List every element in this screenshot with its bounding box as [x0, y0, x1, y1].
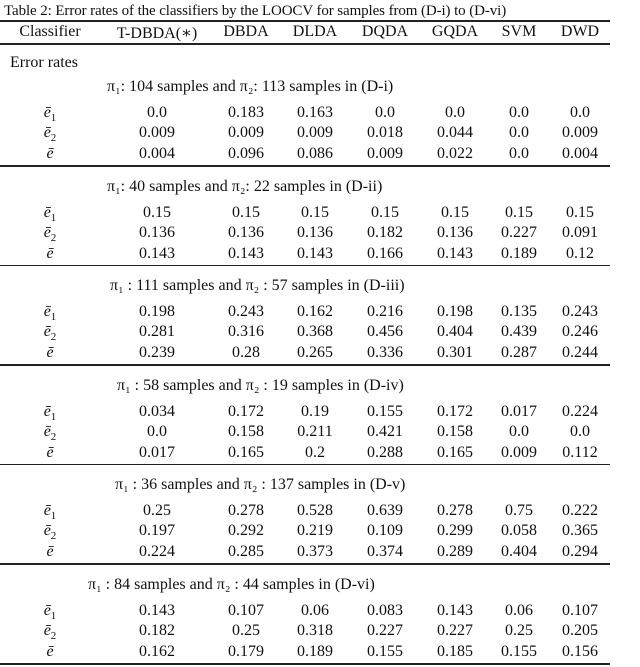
table-cell: 0.239: [139, 344, 175, 361]
row-label: [46, 245, 53, 265]
row-label: [44, 224, 57, 244]
table-cell: 0.216: [367, 303, 403, 320]
table-cell: 0.528: [297, 502, 333, 519]
table-cell: 0.265: [297, 344, 333, 361]
table-cell: 0.639: [367, 502, 403, 519]
table-cell: 0.009: [297, 124, 333, 141]
column-header: GQDA: [431, 23, 479, 40]
table-cell: 0.227: [367, 621, 403, 639]
table-cell: 0.165: [437, 443, 473, 461]
section-heading: π₁ : 111 samples and π₂ : 57 samples in (D-iii): [110, 277, 405, 294]
section-rule: [0, 663, 610, 665]
row-label-subscript: 2: [50, 132, 57, 145]
row-label-symbol: ē: [43, 303, 51, 320]
table-cell: 0.158: [228, 422, 264, 440]
table-cell: 0.227: [501, 223, 537, 241]
row-label: [46, 643, 53, 663]
table-cell: 0.0: [509, 422, 529, 440]
table-cell: 0.004: [562, 145, 598, 162]
table-cell: 0.404: [501, 543, 537, 560]
table-cell: 0.299: [437, 522, 473, 539]
table-cell: 0.183: [228, 104, 264, 121]
section-rule: [0, 165, 610, 167]
table-cell: 0.086: [297, 145, 333, 162]
row-label-subscript: 2: [50, 430, 57, 443]
table-cell: 0.281: [139, 323, 175, 340]
table-cell: 0.198: [437, 303, 473, 320]
table-cell: 0.25: [232, 621, 260, 639]
row-label-symbol: ē: [46, 642, 54, 660]
row-label-symbol: ē: [43, 601, 51, 619]
row-label-subscript: 1: [50, 510, 57, 523]
table-cell: 0.165: [228, 443, 264, 461]
table-cell: 0.374: [367, 543, 403, 560]
table-cell: 0.018: [367, 124, 403, 141]
row-label-symbol: ē: [43, 402, 51, 420]
row-label: [44, 522, 57, 542]
table-cell: 0.189: [501, 244, 537, 262]
row-label: [44, 124, 57, 144]
table-cell: 0.28: [232, 344, 260, 361]
table-cell: 0.044: [437, 124, 473, 141]
table-cell: 0.15: [441, 203, 469, 221]
table-cell: 0.0: [509, 104, 529, 121]
table-cell: 0.301: [437, 344, 473, 361]
table-cell: 0.166: [367, 244, 403, 262]
table-cell: 0.243: [562, 303, 598, 320]
table-cell: 0.15: [143, 203, 171, 221]
table-cell: 0.162: [297, 303, 333, 320]
section-heading: π₁: 40 samples and π₂: 22 samples in (D-ii): [107, 177, 383, 195]
row-label-symbol: ē: [46, 443, 54, 461]
table-cell: 0.246: [562, 323, 598, 340]
table-cell: 0.456: [367, 323, 403, 340]
header-rule: [0, 43, 610, 45]
table-cell: 0.009: [228, 124, 264, 141]
row-label-subscript: 2: [50, 629, 57, 642]
table-cell: 0.107: [228, 601, 264, 619]
section-heading: π₁ : 58 samples and π₂ : 19 samples in (D-iv): [117, 376, 404, 394]
table-cell: 0.136: [297, 223, 333, 241]
table-cell: 0.143: [297, 244, 333, 262]
row-label: [44, 423, 57, 443]
table-caption: Table 2: Error rates of the classifiers by the LOOCV for samples from (D-i) to (D-vi): [4, 3, 507, 19]
table-cell: 0.009: [139, 124, 175, 141]
table-cell: 0.172: [228, 402, 264, 420]
table-cell: 0.0: [509, 124, 529, 141]
row-label-symbol: ē: [46, 145, 54, 162]
table-cell: 0.0: [570, 104, 590, 121]
table-cell: 0.25: [505, 621, 533, 639]
row-label: [44, 323, 57, 343]
row-label-symbol: ē: [43, 422, 51, 440]
section-heading: π₁ : 84 samples and π₂ : 44 samples in (D-vi): [88, 575, 375, 593]
table-cell: 0.136: [139, 223, 175, 241]
table-cell: 0.163: [297, 104, 333, 121]
table-cell: 0.25: [143, 502, 171, 519]
table-cell: 0.135: [501, 303, 537, 320]
table-cell: 0.182: [367, 223, 403, 241]
row-label-symbol: ē: [43, 522, 51, 539]
table-cell: 0.15: [232, 203, 260, 221]
table-cell: 0.336: [367, 344, 403, 361]
table-cell: 0.292: [228, 522, 264, 539]
table-cell: 0.244: [562, 344, 598, 361]
section-label: Error rates: [10, 54, 78, 71]
table-cell: 0.009: [501, 443, 537, 461]
table-cell: 0.156: [562, 642, 598, 660]
table-cell: 0.155: [501, 642, 537, 660]
row-label: [46, 344, 53, 364]
row-label: [46, 145, 53, 165]
table-cell: 0.224: [139, 543, 175, 560]
row-label: [46, 444, 53, 464]
table-cell: 0.0: [147, 104, 167, 121]
row-label: [44, 104, 57, 124]
table-cell: 0.404: [437, 323, 473, 340]
table-cell: 0.439: [501, 323, 537, 340]
table-cell: 0.318: [297, 621, 333, 639]
table-cell: 0.0: [570, 422, 590, 440]
table-cell: 0.172: [437, 402, 473, 420]
table-cell: 0.278: [437, 502, 473, 519]
column-header: DLDA: [292, 23, 338, 40]
row-label: [44, 403, 57, 423]
table-cell: 0.0: [147, 422, 167, 440]
table-cell: 0.022: [437, 145, 473, 162]
table-cell: 0.009: [562, 124, 598, 141]
table-cell: 0.197: [139, 522, 175, 539]
section-heading: π₁: 104 samples and π₂: 113 samples in (D-i): [107, 78, 394, 95]
row-label-symbol: ē: [46, 543, 54, 560]
table-cell: 0.0: [509, 145, 529, 162]
row-label-symbol: ē: [43, 124, 51, 141]
section-rule: [0, 364, 610, 366]
row-label-subscript: 2: [50, 231, 57, 244]
table-cell: 0.182: [139, 621, 175, 639]
table-cell: 0.096: [228, 145, 264, 162]
table-cell: 0.15: [566, 203, 594, 221]
table-cell: 0.143: [437, 601, 473, 619]
row-label-subscript: 1: [50, 609, 57, 622]
row-label-subscript: 2: [50, 331, 57, 344]
table-cell: 0.017: [139, 443, 175, 461]
table-cell: 0.219: [297, 522, 333, 539]
table-cell: 0.15: [371, 203, 399, 221]
table-cell: 0.06: [505, 601, 533, 619]
top-rule: [0, 20, 610, 22]
row-label-subscript: 1: [50, 112, 57, 125]
table-cell: 0.017: [501, 402, 537, 420]
table-cell: 0.2: [305, 443, 325, 461]
table-cell: 0.285: [228, 543, 264, 560]
row-label-subscript: 1: [50, 211, 57, 224]
table-cell: 0.288: [367, 443, 403, 461]
table-cell: 0.009: [367, 145, 403, 162]
table-cell: 0.294: [562, 543, 598, 560]
table-cell: 0.155: [367, 402, 403, 420]
table-cell: 0.162: [139, 642, 175, 660]
section-heading: π₁ : 36 samples and π₂ : 137 samples in (D-v): [115, 476, 406, 493]
table-cell: 0.034: [139, 402, 175, 420]
table-cell: 0.421: [367, 422, 403, 440]
table-cell: 0.0: [375, 104, 395, 121]
row-label-symbol: ē: [43, 203, 51, 221]
table-cell: 0.75: [505, 502, 533, 519]
row-label-symbol: ē: [43, 104, 51, 121]
column-header: T-DBDA(∗): [116, 25, 198, 42]
table-cell: 0.15: [301, 203, 329, 221]
table-cell: 0.185: [437, 642, 473, 660]
table-cell: 0.12: [566, 244, 594, 262]
row-label-subscript: 2: [50, 530, 57, 543]
table-cell: 0.365: [562, 522, 598, 539]
row-label-symbol: ē: [43, 502, 51, 519]
table-cell: 0.211: [297, 422, 333, 440]
section-rule: [0, 563, 610, 565]
table-cell: 0.243: [228, 303, 264, 320]
table-cell: 0.136: [228, 223, 264, 241]
row-label: [46, 543, 53, 563]
table-cell: 0.112: [562, 443, 598, 461]
table-cell: 0.136: [437, 223, 473, 241]
column-header: Classifier: [19, 23, 81, 40]
table-cell: 0.06: [301, 601, 329, 619]
table-cell: 0.107: [562, 601, 598, 619]
table-cell: 0.143: [228, 244, 264, 262]
column-header: DBDA: [223, 23, 269, 40]
table-cell: 0.316: [228, 323, 264, 340]
table-cell: 0.15: [505, 203, 533, 221]
table-cell: 0.222: [562, 502, 598, 519]
row-label: [44, 602, 57, 622]
table-cell: 0.004: [139, 145, 175, 162]
table-cell: 0.289: [437, 543, 473, 560]
row-label-symbol: ē: [43, 621, 51, 639]
table-cell: 0.058: [501, 522, 537, 539]
table-cell: 0.155: [367, 642, 403, 660]
table-cell: 0.189: [297, 642, 333, 660]
table-cell: 0.373: [297, 543, 333, 560]
table-cell: 0.19: [301, 402, 329, 420]
row-label: [44, 502, 57, 522]
column-header: DQDA: [361, 23, 409, 40]
column-header: DWD: [560, 23, 600, 40]
table-cell: 0.224: [562, 402, 598, 420]
section-rule: [0, 464, 610, 466]
table-cell: 0.179: [228, 642, 264, 660]
table-cell: 0.227: [437, 621, 473, 639]
row-label-symbol: ē: [43, 323, 51, 340]
row-label-symbol: ē: [46, 244, 54, 262]
table-cell: 0.287: [501, 344, 537, 361]
table-cell: 0.205: [562, 621, 598, 639]
row-label-symbol: ē: [43, 223, 51, 241]
table-cell: 0.143: [139, 601, 175, 619]
table-cell: 0.368: [297, 323, 333, 340]
table-cell: 0.091: [562, 223, 598, 241]
row-label: [44, 303, 57, 323]
row-label-subscript: 1: [50, 410, 57, 423]
table-cell: 0.143: [139, 244, 175, 262]
column-header: SVM: [501, 23, 537, 40]
table-cell: 0.143: [437, 244, 473, 262]
table-cell: 0.109: [367, 522, 403, 539]
table-cell: 0.198: [139, 303, 175, 320]
row-label: [44, 622, 57, 642]
section-rule: [0, 265, 610, 267]
table-cell: 0.278: [228, 502, 264, 519]
row-label-symbol: ē: [46, 344, 54, 361]
table-cell: 0.158: [437, 422, 473, 440]
table-cell: 0.083: [367, 601, 403, 619]
row-label: [44, 204, 57, 224]
table-cell: 0.0: [445, 104, 465, 121]
row-label-subscript: 1: [50, 311, 57, 324]
